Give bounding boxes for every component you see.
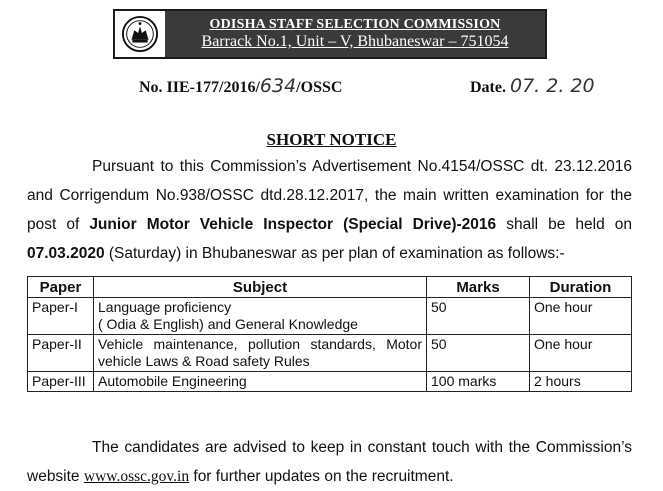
notice-title: SHORT NOTICE (266, 130, 397, 149)
subject-line: Language proficiency (98, 299, 232, 315)
column-header-paper: Paper (28, 277, 94, 298)
marks-cell: 50 (427, 335, 530, 372)
table-row (28, 335, 632, 372)
table-row (28, 372, 632, 392)
marks-cell: 100 marks (427, 372, 530, 392)
letterhead (113, 9, 547, 59)
column-header-subject: Subject (94, 277, 427, 298)
marks-cell: 50 (427, 298, 530, 335)
paragraph-text: shall be held on (496, 216, 632, 233)
post-name: Junior Motor Vehicle Inspector (Special Drive)-2016 (89, 216, 497, 233)
paragraph-text: for further updates on the recruitment. (189, 468, 454, 485)
paper-cell: Paper-II (28, 335, 94, 372)
exam-date: 07.03.2020 (27, 245, 105, 262)
column-header-marks: Marks (427, 277, 530, 298)
notice-paragraph (27, 152, 632, 268)
paragraph-text: The candidates are advised to keep in constant touch with the Commission’s website (27, 439, 632, 485)
handwritten-number: 634 (259, 75, 297, 97)
date-label: Date. (470, 79, 506, 96)
reference-suffix: /OSSC (296, 79, 343, 96)
organization-name: ODISHA STAFF SELECTION COMMISSION (209, 17, 501, 32)
subject-line: Vehicle maintenance, pollution standards, Motor (98, 336, 422, 352)
exam-plan-table (27, 276, 632, 392)
odisha-emblem-icon (121, 15, 159, 53)
paragraph-text: Pursuant to this Commission’s Advertisement No.4154/OSSC dt. 23.12.2016 and Corrigendum No.938/OSSC dtd.28.12.2017, the main written examination for the post of (27, 158, 632, 233)
website-link[interactable]: www.ossc.gov.in (83, 468, 190, 485)
advisory-paragraph (27, 433, 632, 491)
subject-line: ( Odia & English) and General Knowledge (98, 316, 358, 332)
duration-cell: 2 hours (530, 372, 632, 392)
letter-date (470, 75, 595, 97)
table-header-row (28, 277, 632, 298)
paragraph-text: (Saturday) in Bhubaneswar as per plan of examination as follows:- (104, 245, 565, 262)
reference-number (139, 75, 342, 97)
handwritten-date: 07. 2. 20 (509, 75, 595, 97)
table-row (28, 298, 632, 335)
paper-cell: Paper-I (28, 298, 94, 335)
subject-cell (94, 335, 427, 372)
duration-cell: One hour (530, 335, 632, 372)
organization-address: Barrack No.1, Unit – V, Bhubaneswar – 751054 (201, 33, 509, 50)
paper-cell: Paper-III (28, 372, 94, 392)
letterhead-band (165, 11, 545, 57)
duration-cell: One hour (530, 298, 632, 335)
subject-cell: Automobile Engineering (94, 372, 427, 392)
subject-line: vehicle Laws & Road safety Rules (98, 353, 310, 369)
subject-cell (94, 298, 427, 335)
column-header-duration: Duration (530, 277, 632, 298)
reference-prefix: No. IIE-177/2016/ (139, 79, 260, 96)
